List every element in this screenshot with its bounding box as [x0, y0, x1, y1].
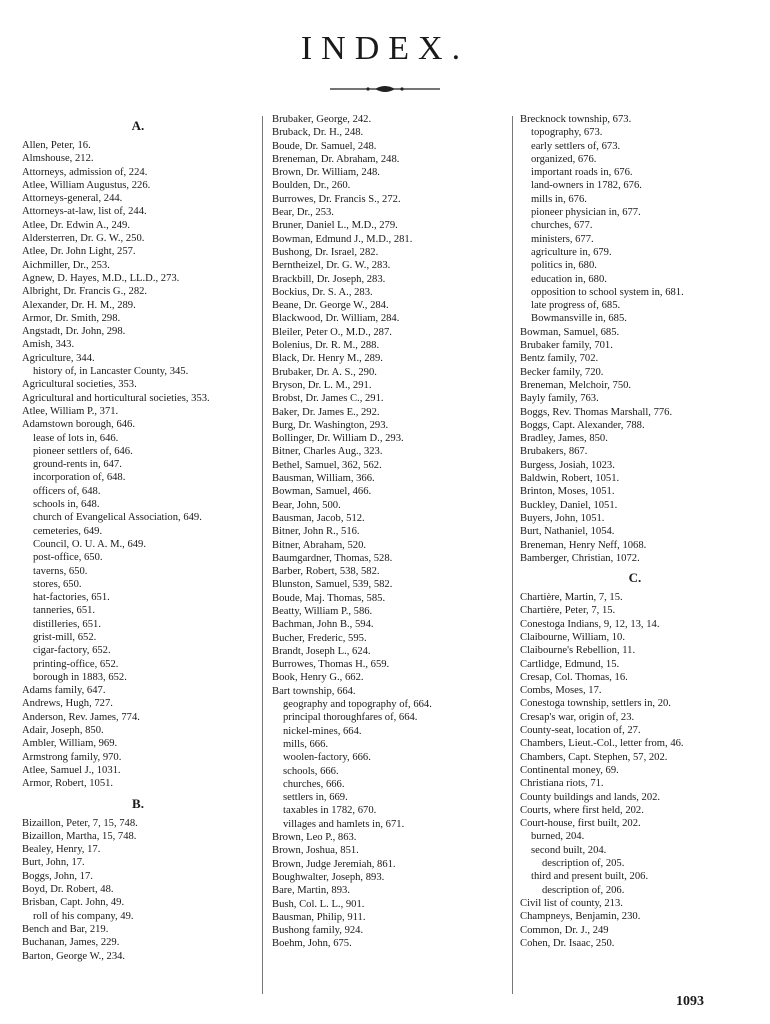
index-entry: Bollinger, Dr. William D., 293.: [272, 433, 404, 445]
index-entry: Claibourne's Rebellion, 11.: [520, 645, 636, 657]
index-entry: Bush, Col. L. L., 901.: [272, 898, 365, 910]
index-entry: Agricultural societies, 353.: [22, 379, 137, 391]
index-entry: Conestoga township, settlers in, 20.: [520, 698, 671, 710]
index-entry: Courts, where first held, 202.: [520, 804, 644, 816]
index-entry: Brubaker family, 701.: [520, 340, 613, 352]
index-entry: Bealey, Henry, 17.: [22, 844, 101, 856]
index-subentry: description of, 205.: [542, 858, 625, 870]
index-entry: Brandt, Joseph L., 624.: [272, 645, 371, 657]
index-entry: Breneman, Melchoir, 750.: [520, 379, 632, 391]
index-entry: Allen, Peter, 16.: [22, 140, 91, 151]
index-subentry: principal thoroughfares of, 664.: [283, 712, 418, 724]
index-subentry: early settlers of, 673.: [531, 140, 621, 152]
index-entry: Boehm, John, 675.: [272, 938, 352, 950]
page-number: 1093: [676, 994, 704, 1009]
index-subentry: agriculture in, 679.: [531, 246, 612, 258]
index-entry: Burgess, Josiah, 1023.: [520, 459, 615, 471]
index-entry: Agricultural and horticultural societies, 353.: [22, 392, 210, 404]
index-subentry: settlers in, 669.: [283, 792, 348, 804]
index-subentry: grist-mill, 652.: [33, 631, 97, 643]
index-entry: Boyd, Dr. Robert, 48.: [22, 884, 114, 896]
index-entry: Bushong family, 924.: [272, 925, 364, 937]
index-entry: Buyers, John, 1051.: [520, 512, 605, 524]
index-entry: Blunston, Samuel, 539, 582.: [272, 579, 393, 591]
index-subentry: organized, 676.: [531, 153, 597, 165]
index-entry: Bamberger, Christian, 1072.: [520, 552, 640, 564]
index-entry: Boughwalter, Joseph, 893.: [272, 871, 385, 883]
index-subentry: opposition to school system in, 681.: [531, 286, 684, 298]
index-entry: Ambler, William, 969.: [22, 738, 118, 750]
index-subentry: cigar-factory, 652.: [33, 645, 111, 657]
index-subentry: printing-office, 652.: [33, 658, 119, 670]
index-entry: Cresap, Col. Thomas, 16.: [520, 671, 628, 683]
index-entry: Atlee, William Augustus, 226.: [22, 179, 151, 191]
index-entry: Armor, Robert, 1051.: [22, 778, 114, 790]
index-entry: Bethel, Samuel, 362, 562.: [272, 459, 382, 471]
index-subentry: churches, 677.: [531, 220, 593, 232]
index-subentry: Bowmansville in, 685.: [531, 313, 627, 325]
index-subentry: third and present built, 206.: [531, 871, 649, 883]
index-entry: Champneys, Benjamin, 230.: [520, 911, 641, 923]
index-entry: Bizaillon, Martha, 15, 748.: [22, 830, 137, 842]
index-subentry: post-office, 650.: [33, 552, 103, 564]
index-subentry: education in, 680.: [531, 273, 607, 285]
index-entry: Barton, George W., 234.: [22, 950, 126, 962]
index-entry: Adams family, 647.: [22, 685, 106, 697]
index-subentry: hat-factories, 651.: [33, 592, 110, 604]
index-entry: Bitner, Abraham, 520.: [272, 539, 367, 551]
index-entry: Agnew, D. Hayes, M.D., LL.D., 273.: [22, 272, 180, 284]
index-entry: Boggs, John, 17.: [22, 870, 93, 882]
index-subentry: mills, 666.: [283, 738, 329, 750]
index-entry: Court-house, first built, 202.: [520, 818, 641, 830]
index-entry: Brubaker, George, 242.: [272, 114, 372, 125]
index-entry: Brown, Joshua, 851.: [272, 845, 359, 857]
index-subentry: late progress of, 685.: [531, 300, 621, 312]
index-subentry: taxables in 1782, 670.: [283, 805, 377, 817]
index-entry: Amish, 343.: [22, 339, 75, 351]
index-entry: Chambers, Lieut.-Col., letter from, 46.: [520, 738, 684, 750]
index-entry: Attorneys-at-law, list of, 244.: [22, 206, 147, 218]
index-subentry: church of Evangelical Association, 649.: [33, 512, 202, 524]
index-entry: Armstrong family, 970.: [22, 751, 122, 763]
index-entry: Combs, Moses, 17.: [520, 685, 602, 697]
index-subentry: ministers, 677.: [531, 233, 594, 245]
index-entry: Burt, Nathaniel, 1054.: [520, 526, 615, 538]
index-subentry: history of, in Lancaster County, 345.: [33, 366, 189, 378]
index-entry: Bowman, Samuel, 466.: [272, 486, 372, 498]
index-entry: Bizaillon, Peter, 7, 15, 748.: [22, 817, 138, 829]
index-entry: Bachman, John B., 594.: [272, 619, 374, 631]
index-entry: Becker family, 720.: [520, 366, 604, 378]
index-entry: Beatty, William P., 586.: [272, 605, 373, 617]
index-subentry: nickel-mines, 664.: [283, 725, 362, 737]
index-subentry: stores, 650.: [33, 578, 82, 590]
index-entry: Atlee, Dr. John Light, 257.: [22, 246, 136, 258]
index-entry: Adamstown borough, 646.: [22, 419, 135, 431]
index-subentry: woolen-factory, 666.: [283, 752, 371, 764]
index-entry: Alexander, Dr. H. M., 289.: [22, 299, 136, 311]
index-entry: Brecknock township, 673.: [520, 114, 632, 125]
index-subentry: mills in, 676.: [531, 193, 587, 205]
index-entry: Claibourne, William, 10.: [520, 631, 626, 643]
index-entry: Aldersterren, Dr. G. W., 250.: [22, 233, 145, 245]
index-entry: Anderson, Rev. James, 774.: [22, 711, 140, 723]
index-entry: Book, Henry G., 662.: [272, 672, 364, 684]
index-entry: Brubaker, Dr. A. S., 290.: [272, 366, 377, 378]
index-entry: Andrews, Hugh, 727.: [22, 698, 113, 710]
index-entry: Civil list of county, 213.: [520, 897, 623, 909]
index-subentry: taverns, 650.: [33, 565, 88, 577]
index-column-1: [22, 113, 254, 963]
index-entry: Brubakers, 867.: [520, 446, 588, 458]
index-entry: Almshouse, 212.: [22, 153, 94, 165]
index-subentry: land-owners in 1782, 676.: [531, 180, 642, 192]
index-entry: Breneman, Dr. Abraham, 248.: [272, 153, 400, 165]
index-subentry: second built, 204.: [531, 844, 607, 856]
index-entry: Brown, Judge Jeremiah, 861.: [272, 858, 396, 870]
index-entry: Cresap's war, origin of, 23.: [520, 711, 635, 723]
index-entry: Bart township, 664.: [272, 685, 356, 697]
index-entry: Angstadt, Dr. John, 298.: [22, 326, 126, 338]
index-entry: Buckley, Daniel, 1051.: [520, 499, 618, 511]
index-entry: Cartlidge, Edmund, 15.: [520, 658, 620, 670]
index-entry: Bolenius, Dr. R. M., 288.: [272, 340, 380, 352]
index-entry: Burt, John, 17.: [22, 857, 85, 869]
index-entry: Common, Dr. J., 249: [520, 924, 609, 936]
index-entry: Bench and Bar, 219.: [22, 923, 109, 935]
index-subentry: politics in, 680.: [531, 260, 597, 272]
index-subentry: ground-rents in, 647.: [33, 459, 122, 471]
index-entry: Agriculture, 344.: [22, 352, 95, 364]
index-entry: Bruback, Dr. H., 248.: [272, 127, 364, 139]
column-rule-left: [262, 116, 263, 994]
index-entry: Bryson, Dr. L. M., 291.: [272, 379, 372, 391]
index-entry: Bear, John, 500.: [272, 499, 341, 511]
index-column-2: [272, 113, 512, 951]
index-entry: Atlee, William P., 371.: [22, 405, 119, 417]
index-entry: Conestoga Indians, 9, 12, 13, 14.: [520, 618, 660, 630]
index-subentry: borough in 1883, 652.: [33, 671, 127, 683]
index-entry: Bleiler, Peter O., M.D., 287.: [272, 326, 392, 338]
index-entry: Bradley, James, 850.: [520, 433, 608, 445]
index-entry: Bayly family, 763.: [520, 393, 599, 405]
column-rule-right: [512, 116, 513, 994]
index-entry: Bear, Dr., 253.: [272, 207, 334, 219]
index-subentry: distilleries, 651.: [33, 618, 101, 630]
index-subentry: Council, O. U. A. M., 649.: [33, 538, 147, 550]
index-subentry: pioneer settlers of, 646.: [33, 445, 133, 457]
index-subentry: roll of his company, 49.: [33, 910, 134, 922]
index-entry: Boulden, Dr., 260.: [272, 180, 351, 192]
index-entry: Boude, Maj. Thomas, 585.: [272, 592, 386, 604]
index-subentry: incorporation of, 648.: [33, 472, 126, 484]
index-subentry: schools, 666.: [283, 765, 339, 777]
index-entry: Berntheizel, Dr. G. W., 283.: [272, 260, 391, 272]
index-entry: Continental money, 69.: [520, 764, 619, 776]
index-entry: Bowman, Edmund J., M.D., 281.: [272, 233, 413, 245]
index-subentry: churches, 666.: [283, 778, 345, 790]
index-entry: Boggs, Capt. Alexander, 788.: [520, 419, 645, 431]
index-entry: Black, Dr. Henry M., 289.: [272, 353, 383, 365]
index-column-3: [520, 113, 750, 950]
index-entry: Beane, Dr. George W., 284.: [272, 300, 389, 312]
index-subentry: important roads in, 676.: [531, 167, 633, 179]
index-entry: Bausman, Philip, 911.: [272, 911, 366, 923]
index-entry: Brinton, Moses, 1051.: [520, 486, 615, 498]
index-entry: Bucher, Frederic, 595.: [272, 632, 367, 644]
index-entry: Chambers, Capt. Stephen, 57, 202.: [520, 751, 668, 763]
index-entry: Boggs, Rev. Thomas Marshall, 776.: [520, 406, 673, 418]
index-entry: Chartière, Martin, 7, 15.: [520, 592, 623, 604]
index-entry: Adair, Joseph, 850.: [22, 725, 104, 737]
index-entry: Atlee, Dr. Edwin A., 249.: [22, 219, 130, 231]
index-entry: Aichmiller, Dr., 253.: [22, 259, 110, 271]
index-entry: Bowman, Samuel, 685.: [520, 326, 620, 338]
index-entry: Burrowes, Dr. Francis S., 272.: [272, 193, 401, 205]
index-subentry: cemeteries, 649.: [33, 525, 103, 537]
index-entry: Bockius, Dr. S. A., 283.: [272, 286, 373, 298]
index-entry: Bentz family, 702.: [520, 353, 599, 365]
index-entry: Baldwin, Robert, 1051.: [520, 473, 620, 485]
index-entry: Burg, Dr. Washington, 293.: [272, 419, 389, 431]
index-entry: Albright, Dr. Francis G., 282.: [22, 286, 148, 298]
index-entry: Bare, Martin, 893.: [272, 885, 350, 897]
index-entry: County-seat, location of, 27.: [520, 725, 641, 737]
index-entry: Burrowes, Thomas H., 659.: [272, 659, 390, 671]
index-entry: Cohen, Dr. Isaac, 250.: [520, 937, 615, 949]
index-entry: Buchanan, James, 229.: [22, 937, 120, 949]
index-entry: Barber, Robert, 538, 582.: [272, 566, 380, 578]
index-entry: County buildings and lands, 202.: [520, 791, 661, 803]
index-entry: Blackwood, Dr. William, 284.: [272, 313, 400, 325]
section-letter-heading: B.: [132, 795, 144, 811]
index-subentry: geography and topography of, 664.: [283, 699, 432, 711]
index-subentry: topography, 673.: [531, 127, 603, 139]
index-entry: Chartière, Peter, 7, 15.: [520, 605, 616, 617]
index-entry: Brown, Dr. William, 248.: [272, 167, 380, 179]
index-entry: Baumgardner, Thomas, 528.: [272, 552, 393, 564]
index-entry: Attorneys-general, 244.: [22, 193, 123, 205]
index-subentry: villages and hamlets in, 671.: [283, 818, 405, 830]
index-entry: Bruner, Daniel L., M.D., 279.: [272, 220, 398, 232]
index-entry: Armor, Dr. Smith, 298.: [22, 312, 121, 324]
index-subentry: lease of lots in, 646.: [33, 432, 119, 444]
page-title: INDEX.: [300, 30, 470, 67]
index-entry: Breneman, Henry Neff, 1068.: [520, 539, 647, 551]
index-entry: Christiana riots, 71.: [520, 778, 604, 790]
index-entry: Bitner, John R., 516.: [272, 526, 360, 538]
ornament-divider: [330, 84, 440, 94]
index-subentry: schools in, 648.: [33, 499, 100, 511]
index-entry: Brobst, Dr. James C., 291.: [272, 393, 384, 405]
index-entry: Brackbill, Dr. Joseph, 283.: [272, 273, 386, 285]
index-subentry: pioneer physician in, 677.: [531, 207, 641, 219]
index-entry: Baker, Dr. James E., 292.: [272, 406, 380, 418]
index-entry: Bushong, Dr. Israel, 282.: [272, 246, 379, 258]
index-entry: Bausman, William, 366.: [272, 473, 375, 485]
index-entry: Brisban, Capt. John, 49.: [22, 897, 125, 909]
index-subentry: officers of, 648.: [33, 485, 101, 497]
section-letter-heading: A.: [131, 118, 145, 133]
section-letter-heading: C.: [628, 570, 642, 586]
index-subentry: burned, 204.: [531, 831, 585, 843]
index-entry: Boude, Dr. Samuel, 248.: [272, 140, 377, 152]
index-entry: Brown, Leo P., 863.: [272, 832, 357, 844]
index-entry: Bitner, Charles Aug., 323.: [272, 446, 383, 458]
index-entry: Bausman, Jacob, 512.: [272, 512, 365, 524]
index-entry: Atlee, Samuel J., 1031.: [22, 764, 121, 776]
index-entry: Attorneys, admission of, 224.: [22, 166, 148, 178]
index-subentry: description of, 206.: [542, 884, 625, 896]
index-subentry: tanneries, 651.: [33, 605, 96, 617]
